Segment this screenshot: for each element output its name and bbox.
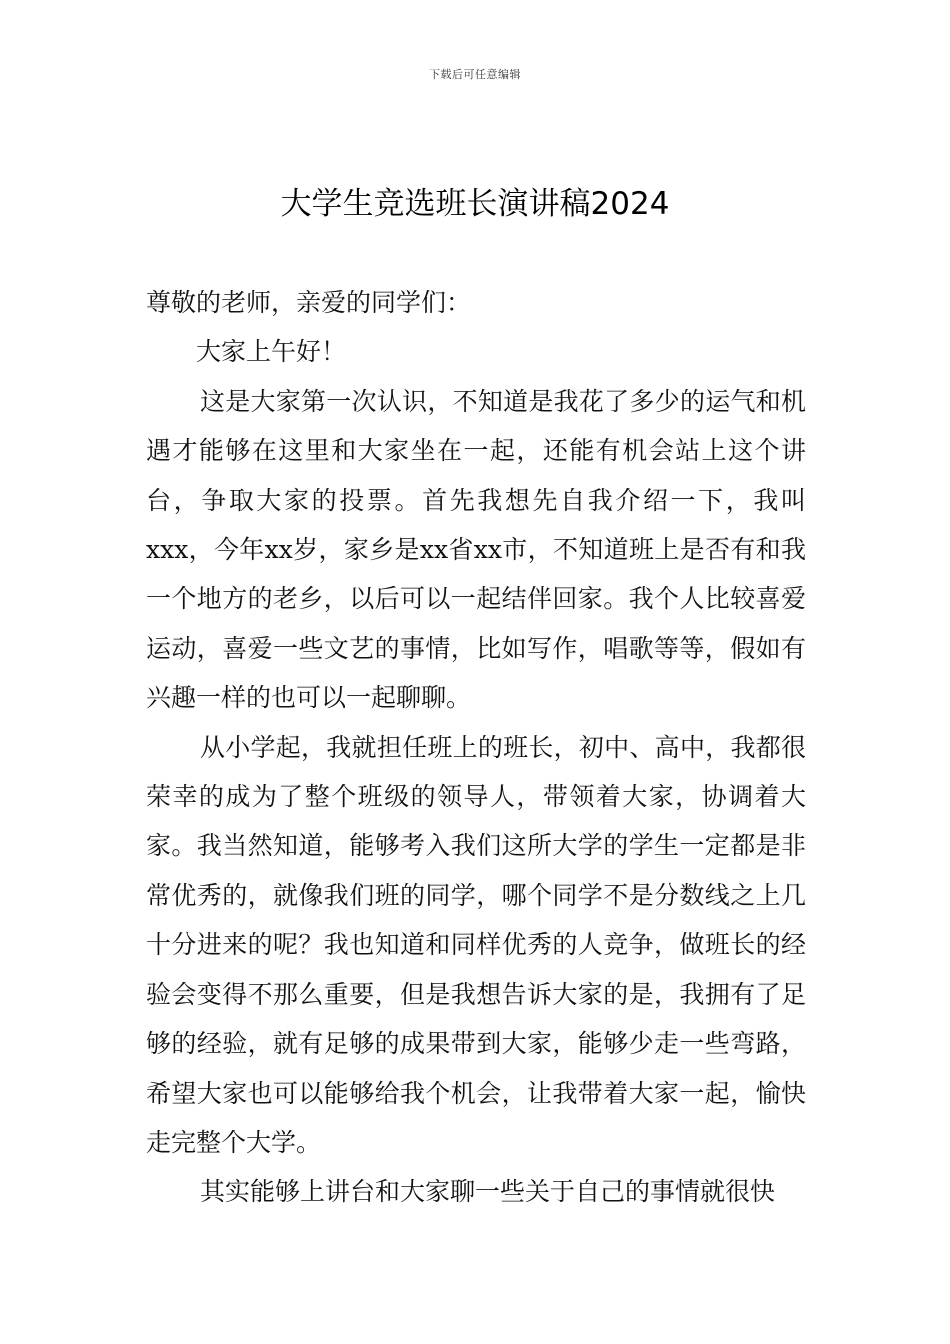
salutation: 尊敬的老师，亲爱的同学们： <box>146 288 472 317</box>
document-title: 大学生竞选班长演讲稿2024 <box>280 186 670 222</box>
paragraph-1: 这是大家第一次认识，不知道是我花了多少的运气和机遇才能够在这里和大家坐在一起，还能有机会站上这个讲台，争取大家的投票。首先我想先自我介绍一下，我叫xxx，今年xx岁，家乡是xx省xx市，不知道班上是否有和我一个地方的老乡，以后可以一起结伴回家。我个人比较喜爱运动，喜爱一些文艺的事情，比如写作，唱歌等等，假如有兴趣一样的也可以一起聊聊。 <box>146 386 806 713</box>
paragraph-3: 其实能够上讲台和大家聊一些关于自己的事情就很快 <box>200 1177 776 1207</box>
header-note: 下载后可任意编辑 <box>429 68 521 81</box>
paragraph-2: 从小学起，我就担任班上的班长，初中、高中，我都很荣幸的成为了整个班级的领导人，带领着大家，协调着大家。我当然知道，能够考入我们这所大学的学生一定都是非常优秀的，就像我们班的同学，哪个同学不是分数线之上几十分进来的呢？我也知道和同样优秀的人竞争，做班长的经验会变得不那么重要，但是我想告诉大家的是，我拥有了足够的经验，就有足够的成果带到大家，能够少走一些弯路，希望大家也可以能够给我个机会，让我带着大家一起，愉快走完整个大学。 <box>146 732 806 1157</box>
greeting: 大家上午好！ <box>196 337 347 367</box>
document-body <box>146 278 806 1217</box>
